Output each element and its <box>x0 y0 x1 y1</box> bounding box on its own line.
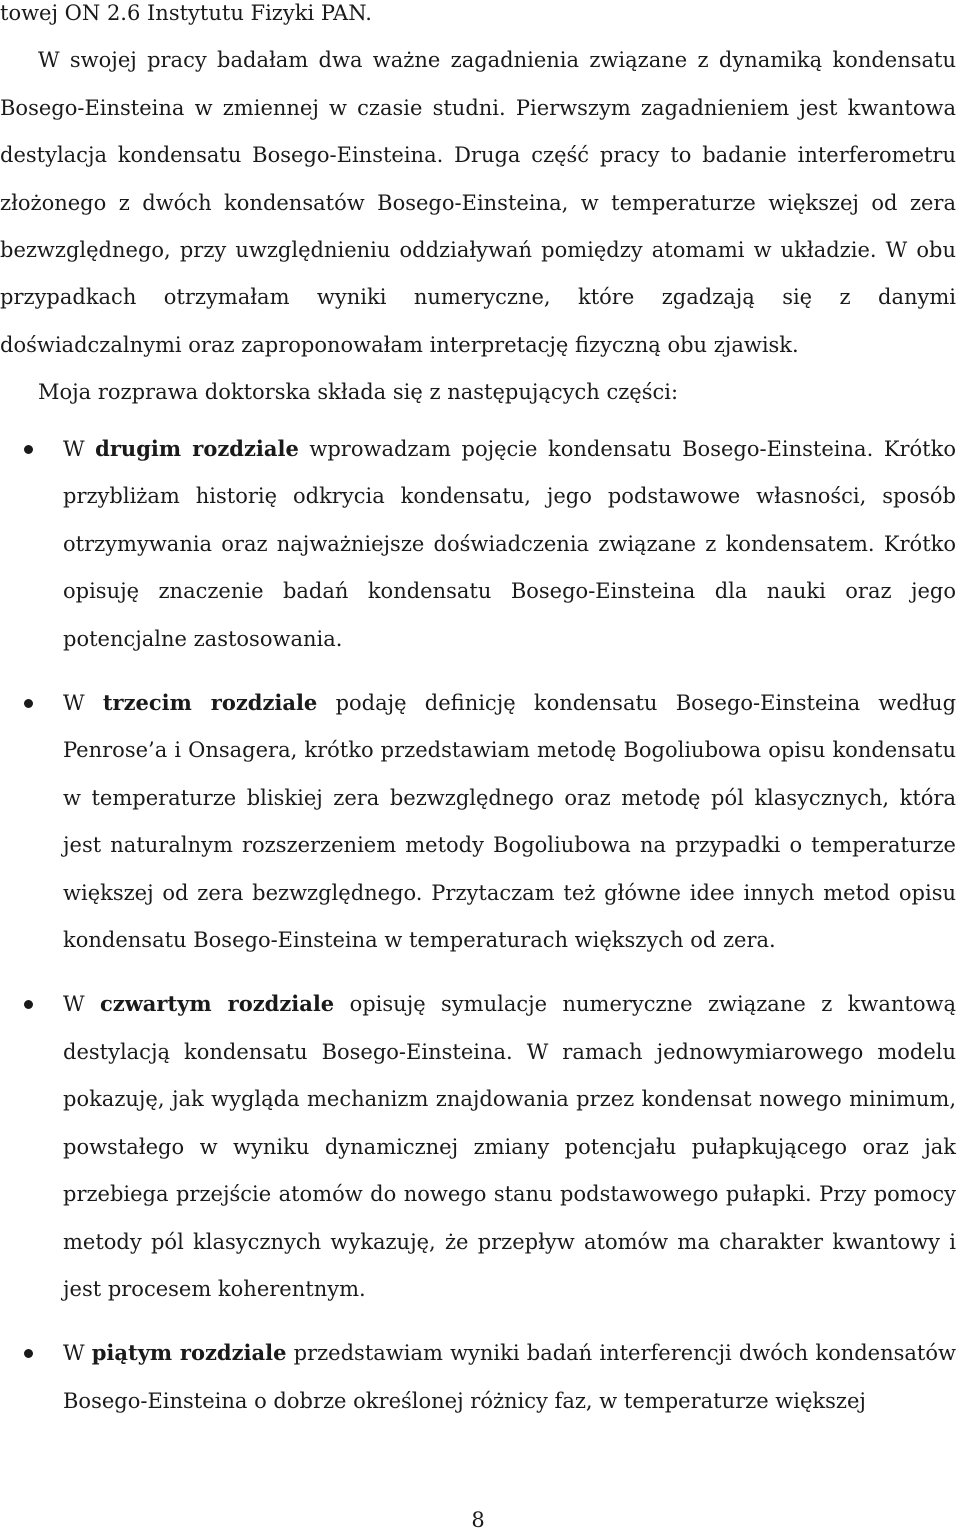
list-item <box>0 1329 956 1425</box>
bullet-icon <box>24 1000 33 1009</box>
chapter-description: opisuję symulacje numeryczne związane z kwantową destylacją kondensatu Bosego-Einsteina. W ramach jednowymiarowego modelu pokazuję, jak wygląda mechanizm znajdowania przez kondensat nowego minimum, powstałego w wyniku dynamicznej zmiany potencjału pułapkującego oraz jak przebiega przejście atomów do nowego stanu podstawowego pułapki. Przy pomocy metody pól klasycznych wykazuję, że przepływ atomów ma charakter kwantowy i jest procesem koherentnym. <box>63 992 956 1301</box>
page-number: 8 <box>471 1508 485 1532</box>
list-item <box>0 425 956 663</box>
chapter-description: przedstawiam wyniki badań interferencji dwóch kondensatów Bosego-Einsteina o dobrze określonej różnicy faz, w temperaturze większej <box>63 1341 956 1413</box>
bullet-icon <box>24 699 33 708</box>
bullet-icon <box>24 1349 33 1358</box>
chapter-name: czwartym rozdziale <box>100 991 335 1017</box>
structure-intro: Moja rozprawa doktorska składa się z następujących części: <box>38 380 679 405</box>
abstract-paragraph: W swojej pracy badałam dwa ważne zagadnienia związane z dynamiką kondensatu Bosego-Einsteina w zmiennej w czasie studni. Pierwszym zagadnieniem jest kwantowa destylacja kondensatu Bosego-Einsteina. Druga część pracy to badanie interferometru złożonego z dwóch kondensatów Bosego-Einsteina, w temperaturze większej od zera bezwzględnego, przy uwzględnieniu oddziaływań pomiędzy atomami w układzie. W obu przypadkach otrzymałam wyniki numeryczne, które zgadzają się z danymi doświadczalnymi oraz zaproponowałam interpretację fizyczną obu zjawisk. <box>0 48 956 357</box>
chapter-description: podaję definicję kondensatu Bosego-Einsteina według Penrose’a i Onsagera, krótko przedstawiam metodę Bogoliubowa opisu kondensatu w temperaturze bliskiej zera bezwzględnego oraz metodę pól klasycznych, która jest naturalnym rozszerzeniem metody Bogoliubowa na przypadki o temperaturze większej od zera bezwzględnego. Przytaczam też główne idee innych metod opisu kondensatu Bosego-Einsteina w temperaturach większych od zera. <box>63 691 957 953</box>
bullet-icon <box>24 445 33 454</box>
body-text <box>0 0 956 417</box>
chapter-name: trzecim rozdziale <box>102 690 318 716</box>
chapter-list <box>0 425 956 1441</box>
chapter-lead: W <box>63 1341 92 1366</box>
chapter-name: drugim rozdziale <box>95 436 299 461</box>
chapter-lead: W <box>63 691 103 716</box>
chapter-description: wprowadzam pojęcie kondensatu Bosego-Einsteina. Krótko przybliżam historię odkrycia kondensatu, jego podstawowe własności, sposób otrzymywania oraz najważniejsze doświadczenia związane z kondensatem. Krótko opisuję znaczenie badań kondensatu Bosego-Einsteina dla nauki oraz jego potencjalne zastosowania. <box>63 437 956 651</box>
fragment-line: towej ON 2.6 Instytutu Fizyki PAN. <box>0 1 372 25</box>
list-item <box>0 679 956 964</box>
chapter-lead: W <box>63 437 96 461</box>
chapter-name: piątym rozdziale <box>91 1340 287 1366</box>
list-item <box>0 980 956 1313</box>
chapter-lead: W <box>63 992 100 1017</box>
